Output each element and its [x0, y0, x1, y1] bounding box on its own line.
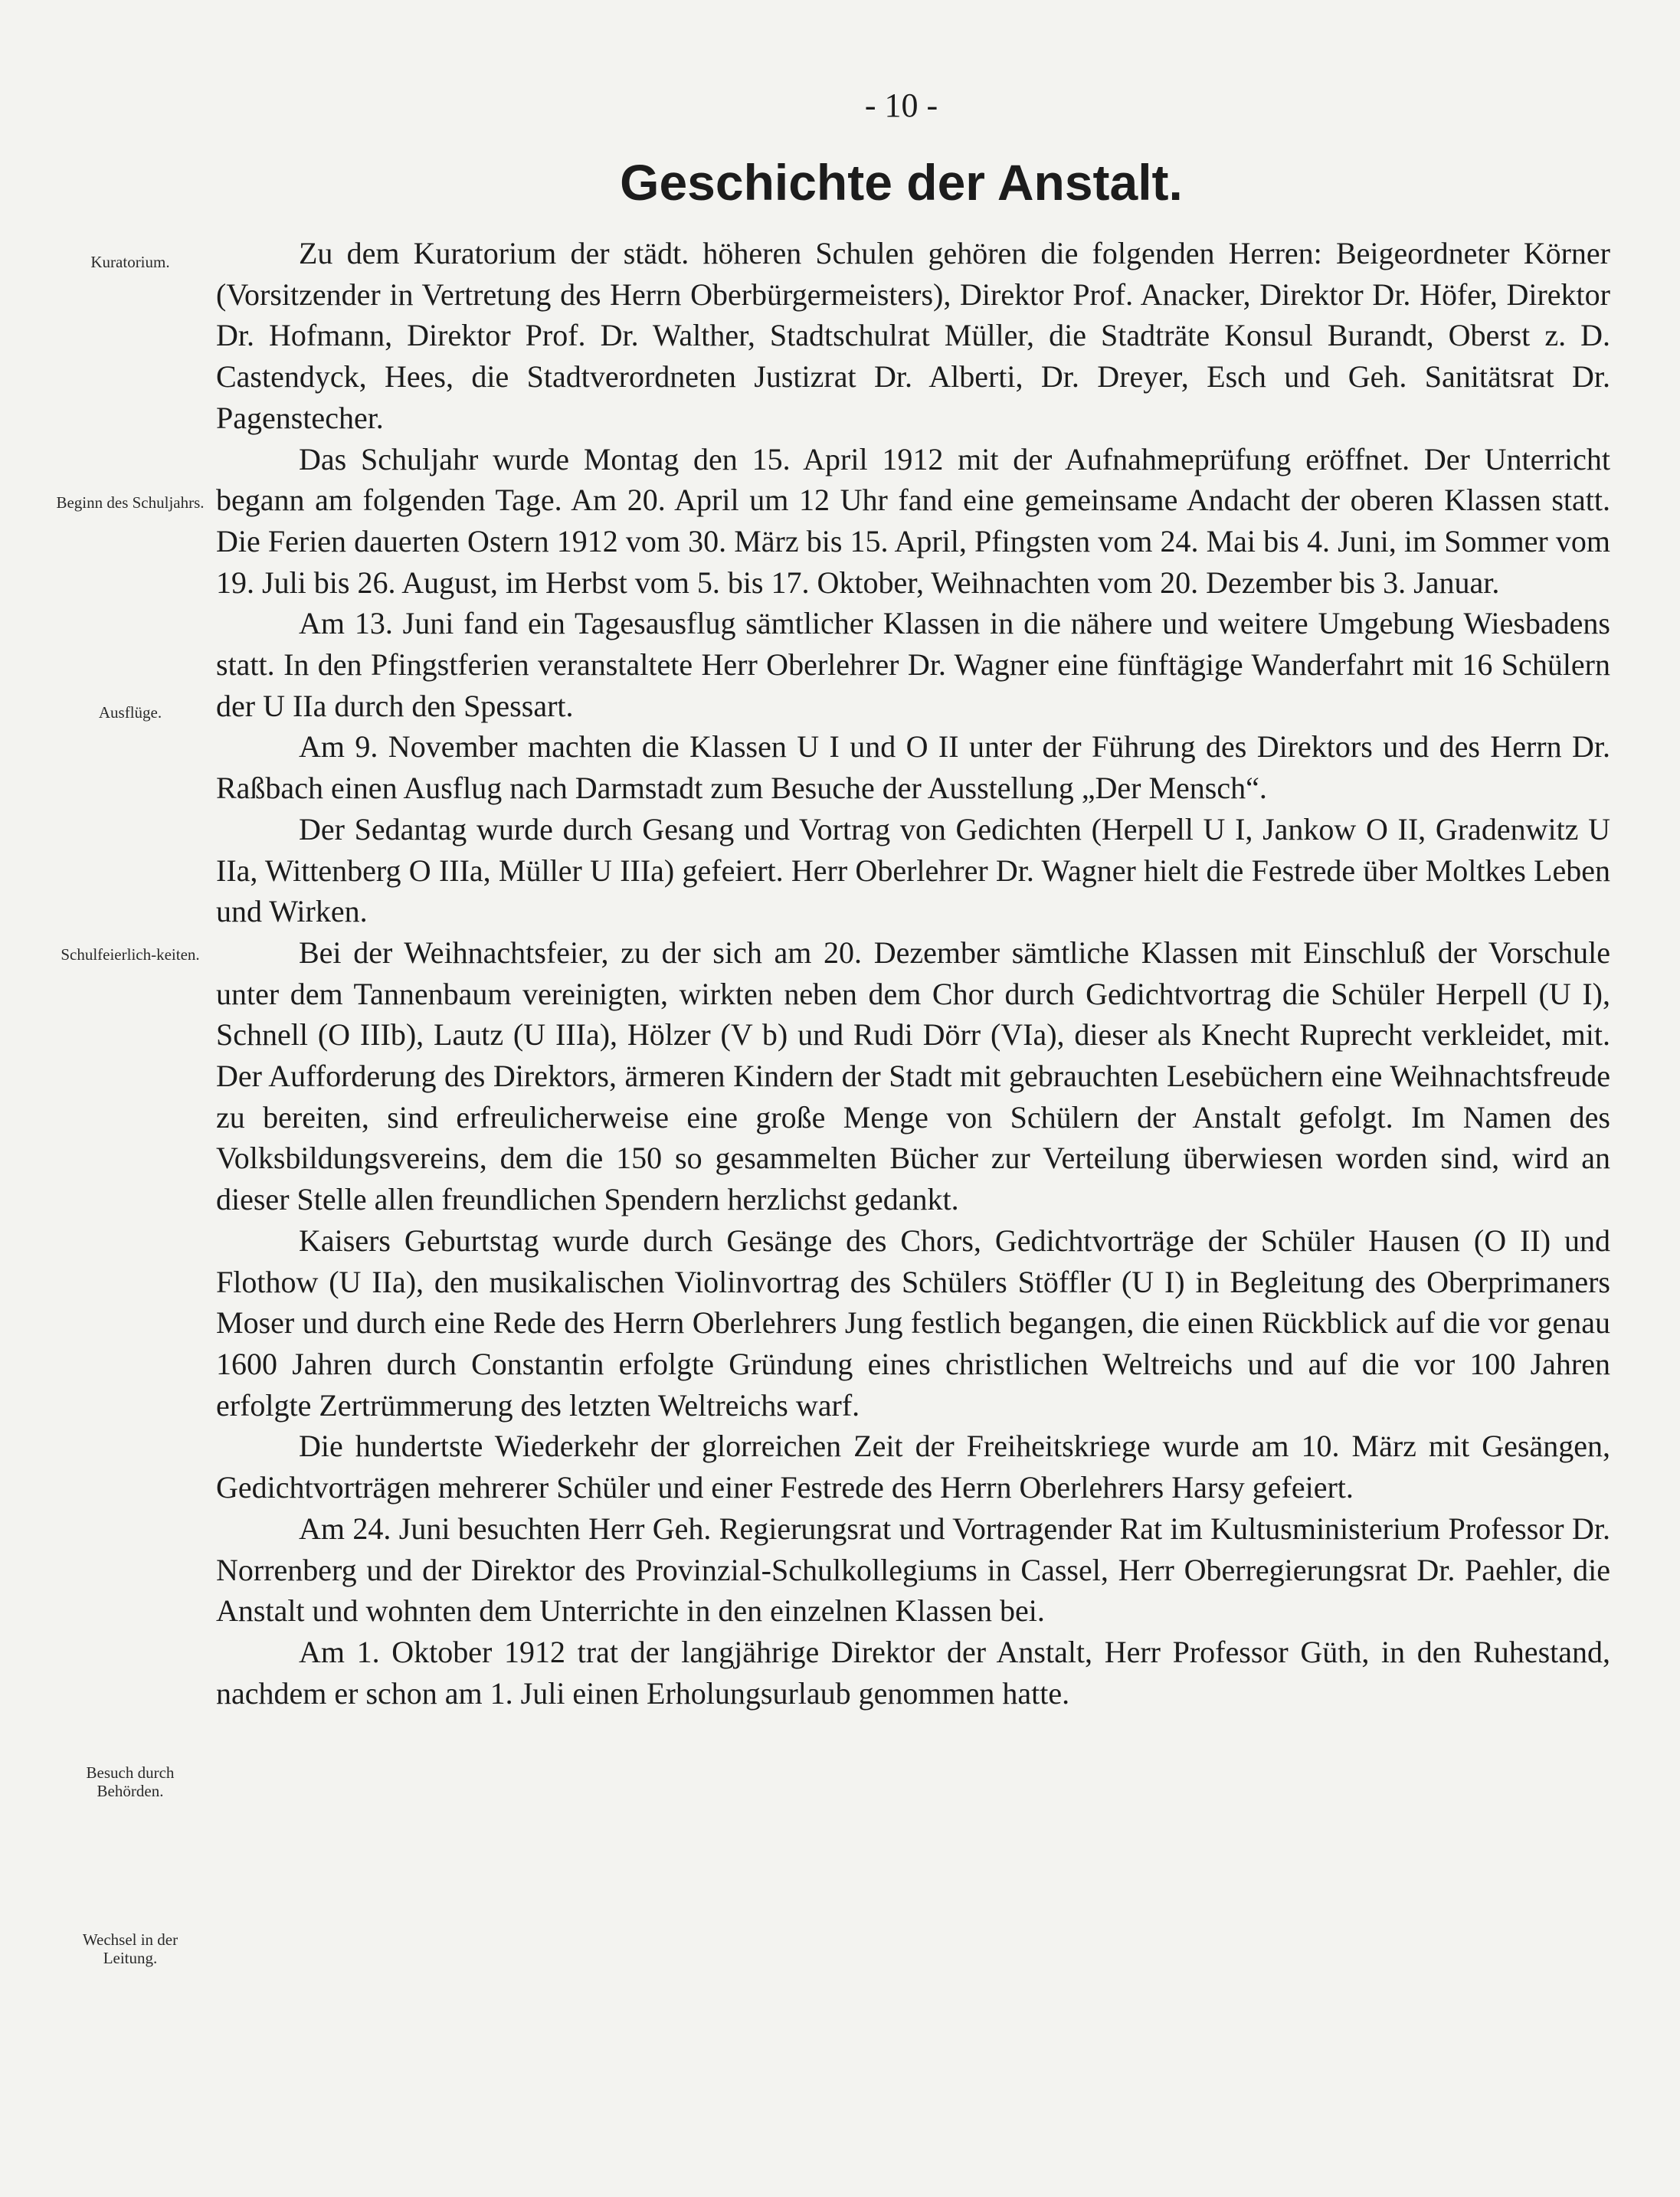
margin-note-wechsel-in-der-leitung: Wechsel in der Leitung.: [82, 1930, 178, 1967]
paragraph-sedantag: Der Sedantag wurde durch Gesang und Vortrag von Gedichten (Herpell U I, Jankow O II, Gradenwitz U IIa, Wittenberg O IIIa, Müller U IIIa) gefeiert. Herr Oberlehrer Dr. Wagner hielt die Festrede über Moltkes Leben und Wirken.: [216, 811, 1610, 929]
paragraph-schuljahr: Das Schuljahr wurde Montag den 15. April 1912 mit der Aufnahmeprüfung eröffnet. Der Unterricht begann am folgenden Tage. Am 20. April um 12 Uhr fand eine gemeinsame Andacht der oberen Klassen statt. Die Ferien dauerten Ostern 1912 vom 30. März bis 15. April, Pfingsten vom 24. Mai bis 4. Juni, im Sommer vom 19. Juli bis 26. August, im Herbst vom 5. bis 17. Oktober, Weihnachten vom 20. Dezember bis 3. Januar.: [216, 441, 1610, 600]
body-text: [216, 233, 1610, 1714]
paragraph-freiheitskriege: Die hundertste Wiederkehr der glorreichen Zeit der Freiheitskriege wurde am 10. März mit Gesängen, Gedichtvorträgen mehrerer Schüler und einer Festrede des Herrn Oberlehrers Harsy gefeiert.: [216, 1429, 1610, 1505]
paragraph-ausflug-juni: Am 13. Juni fand ein Tagesausflug sämtlicher Klassen in die nähere und weitere Umgebung Wiesbadens statt. In den Pfingstferien veranstaltete Herr Oberlehrer Dr. Wagner eine fünftägige Wanderfahrt mit 16 Schülern der U IIa durch den Spessart.: [216, 606, 1610, 723]
paragraph-weihnachtsfeier: Bei der Weihnachtsfeier, zu der sich am 20. Dezember sämtliche Klassen mit Einschluß der Vorschule unter dem Tannenbaum vereinigten, wirkten neben dem Chor durch Gedichtvortrag die Schüler Herpell (U I), Schnell (O IIIb), Lautz (U IIIa), Hölzer (V b) und Rudi Dörr (VIa), dieser als Knecht Ruprecht verkleidet, mit. Der Aufforderung des Direktors, ärmeren Kindern der Stadt mit gebrauchten Lesebüchern eine Weihnachtsfreude zu bereiten, sind erfreulicherweise eine große Menge von Schülern der Anstalt gefolgt. Im Namen des Volksbildungsvereins, dem die 150 so gesammelten Bücher zur Verteilung überwiesen worden sind, wird an dieser Stelle allen freundlichen Spendern herzlichst gedankt.: [216, 935, 1610, 1217]
page-number: - 10 -: [864, 87, 938, 124]
paragraph-kaisers-geburtstag: Kaisers Geburtstag wurde durch Gesänge des Chors, Gedichtvorträge der Schüler Hausen (O II) und Flothow (U IIa), den musikalischen Violinvortrag des Schülers Stöffler (U I) in Begleitung des Oberprimaners Moser und durch eine Rede des Herrn Oberlehrers Jung festlich begangen, die einen Rückblick auf die vor genau 1600 Jahren durch Constantin erfolgte Gründung eines christlichen Weltreichs und auf die vor 100 Jahren erfolgte Zertrümmerung des letzten Weltreichs warf.: [216, 1223, 1610, 1423]
margin-note-schulfeierlichkeiten: Schulfeierlich-keiten.: [61, 945, 200, 964]
paragraph-kuratorium: Zu dem Kuratorium der städt. höheren Schulen gehören die folgenden Herren: Beigeordneter Körner (Vorsitzender in Vertretung des Herrn Oberbürgermeisters), Direktor Prof. Anacker, Direktor Dr. Höfer, Direktor Dr. Hofmann, Direktor Prof. Dr. Walther, Stadtschulrat Müller, die Stadträte Konsul Burandt, Oberst z. D. Castendyck, Hees, die Stadtverordneten Justizrat Dr. Alberti, Dr. Dreyer, Esch und Geh. Sanitätsrat Dr. Pagenstecher.: [216, 236, 1610, 435]
paragraph-ausflug-november: Am 9. November machten die Klassen U I und O II unter der Führung des Direktors und des Herrn Dr. Raßbach einen Ausflug nach Darmstadt zum Besuche der Ausstellung „Der Mensch“.: [216, 729, 1610, 806]
margin-note-kuratorium: Kuratorium.: [90, 253, 170, 271]
paragraph-wechsel-leitung: Am 1. Oktober 1912 trat der langjährige Direktor der Anstalt, Herr Professor Güth, in den Ruhestand, nachdem er schon am 1. Juli einen Erholungsurlaub genommen hatte.: [216, 1634, 1610, 1711]
page-title: Geschichte der Anstalt.: [620, 154, 1183, 211]
paragraph-besuch: Am 24. Juni besuchten Herr Geh. Regierungsrat und Vortragender Rat im Kultusministerium Professor Dr. Norrenberg und der Direktor des Provinzial-Schulkollegiums in Cassel, Herr Oberregierungsrat Dr. Paehler, die Anstalt und wohnten dem Unterrichte in den einzelnen Klassen bei.: [216, 1511, 1610, 1629]
margin-note-ausfluege: Ausflüge.: [98, 703, 162, 722]
margin-note-besuch-durch-behoerden: Besuch durch Behörden.: [86, 1763, 175, 1800]
margin-note-beginn-des-schuljahrs: Beginn des Schuljahrs.: [56, 493, 205, 512]
